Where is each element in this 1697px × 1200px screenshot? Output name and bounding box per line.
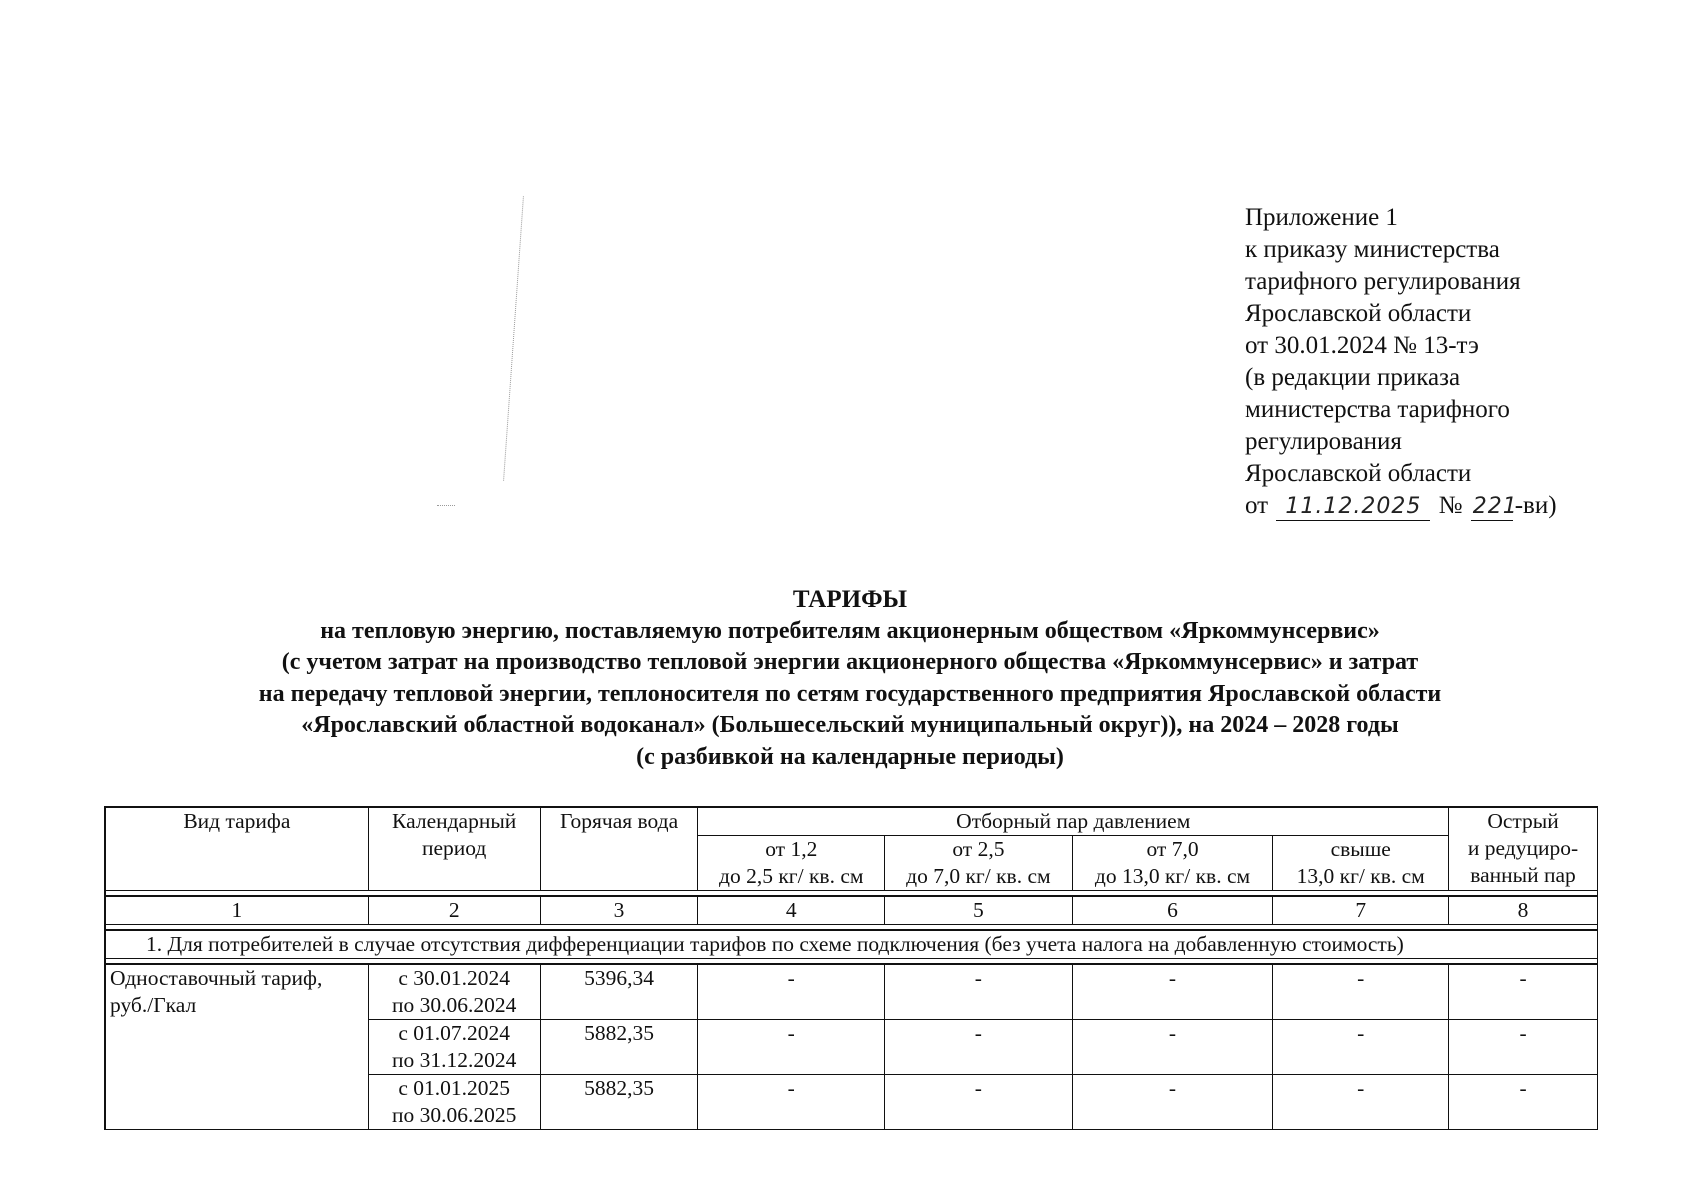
header-hot-water: Горячая вода (541, 808, 699, 891)
hot-water-value: 5396,34 (541, 965, 699, 1020)
scan-mark-line (503, 196, 524, 480)
scan-mark-dash (437, 505, 455, 506)
period-from: с 30.01.2024 (398, 966, 511, 990)
header-steam-l1: от 2,5 (952, 837, 1005, 861)
column-number: 2 (369, 897, 541, 925)
period-from: с 01.07.2024 (398, 1021, 511, 1045)
column-number: 8 (1449, 897, 1598, 925)
column-number: 5 (885, 897, 1073, 925)
appendix-line: к приказу министерства (1245, 236, 1500, 263)
sharp-steam-value: - (1449, 965, 1598, 1020)
tariff-name-l1: Одноставочный тариф, (110, 966, 323, 990)
period-cell (369, 965, 541, 1020)
column-number: 6 (1073, 897, 1274, 925)
section-1-title: 1. Для потребителей в случае отсутствия дифференциации тарифов по схеме подключения (без учета налога на добавленную стоимость) (106, 931, 1598, 959)
column-number-row (106, 897, 1598, 925)
appendix-line: Ярославской области (1245, 300, 1472, 327)
sharp-steam-value: - (1449, 1075, 1598, 1130)
header-steam-col (1273, 836, 1449, 891)
handwritten-number: 221 (1472, 494, 1518, 519)
hot-water-value: 5882,35 (541, 1020, 699, 1075)
header-sharp-l2: и редуциро- (1467, 836, 1579, 860)
steam-value: - (1273, 1075, 1449, 1130)
header-period: Календарный период (369, 808, 541, 891)
header-steam-group: Отборный пар давлением (698, 808, 1449, 836)
header-steam-col (698, 836, 885, 891)
column-number: 4 (698, 897, 885, 925)
appendix-line: министерства тарифного (1245, 396, 1510, 423)
header-steam-l2: 13,0 кг/ кв. см (1296, 864, 1425, 888)
hot-water-value: 5882,35 (541, 1075, 699, 1130)
sharp-steam-value: - (1449, 1020, 1598, 1075)
steam-value: - (698, 965, 885, 1020)
handwritten-date: 11.12.2025 (1276, 494, 1430, 521)
header-steam-l2: до 7,0 кг/ кв. см (906, 864, 1051, 888)
header-steam-l1: от 7,0 (1146, 837, 1199, 861)
steam-value: - (1073, 965, 1274, 1020)
appendix-line: (в редакции приказа (1245, 364, 1461, 391)
period-cell (369, 1075, 541, 1130)
appendix-line: Ярославской области (1245, 460, 1472, 487)
period-cell (369, 1020, 541, 1075)
title-line: (с разбивкой на календарные периоды) (636, 743, 1064, 770)
document-title (105, 584, 1595, 773)
tariff-name-l2: руб./Гкал (110, 993, 197, 1017)
table-row (106, 965, 1598, 1020)
steam-value: - (698, 1075, 885, 1130)
steam-value: - (698, 1020, 885, 1075)
period-to: по 30.06.2024 (391, 993, 517, 1017)
header-steam-l1: свыше (1330, 837, 1391, 861)
title-line: на передачу тепловой энергии, теплоносителя по сетям государственного предприятия Ярославской области (258, 680, 1442, 707)
section-row (106, 931, 1598, 959)
appendix-line: Приложение 1 (1245, 204, 1398, 231)
header-steam-l2: до 13,0 кг/ кв. см (1094, 864, 1251, 888)
edition-suffix: -ви) (1514, 492, 1557, 519)
appendix-line: от 30.01.2024 № 13-тэ (1245, 332, 1479, 359)
tariff-name (106, 965, 369, 1130)
header-row-1 (106, 808, 1598, 836)
title-line: (с учетом затрат на производство тепловой энергии акционерного общества «Яркоммунсервис» и затрат (281, 649, 1419, 675)
steam-value: - (885, 1020, 1073, 1075)
number-sign: № (1438, 492, 1463, 519)
steam-value: - (885, 1075, 1073, 1130)
appendix-block (1245, 202, 1665, 522)
header-steam-col (1073, 836, 1274, 891)
header-sharp-l3: ванный пар (1470, 863, 1576, 887)
title-main: ТАРИФЫ (792, 586, 908, 613)
header-steam-l2: до 2,5 кг/ кв. см (719, 864, 864, 888)
header-steam-l1: от 1,2 (765, 837, 818, 861)
title-line: «Ярославский областной водоканал» (Большесельский муниципальный округ)), на 2024 – 2028 годы (301, 712, 1399, 738)
period-to: по 31.12.2024 (391, 1048, 517, 1072)
edition-prefix: от (1245, 492, 1269, 519)
steam-value: - (1073, 1020, 1274, 1075)
appendix-edition-line (1245, 490, 1665, 522)
column-number: 7 (1273, 897, 1449, 925)
tariffs-table (104, 806, 1598, 1130)
steam-value: - (1273, 965, 1449, 1020)
header-steam-col (885, 836, 1073, 891)
period-to: по 30.06.2025 (391, 1103, 517, 1127)
header-tariff-type: Вид тарифа (106, 808, 369, 891)
appendix-line: тарифного регулирования (1245, 268, 1521, 295)
steam-value: - (885, 965, 1073, 1020)
header-sharp-l1: Острый (1487, 809, 1559, 833)
header-sharp-steam (1449, 808, 1598, 891)
period-from: с 01.01.2025 (398, 1076, 511, 1100)
steam-value: - (1073, 1075, 1274, 1130)
column-number: 3 (541, 897, 699, 925)
column-number: 1 (106, 897, 369, 925)
appendix-line: регулирования (1245, 428, 1402, 455)
title-line: на тепловую энергию, поставляемую потребителям акционерным обществом «Яркоммунсервис» (320, 617, 1380, 644)
steam-value: - (1273, 1020, 1449, 1075)
